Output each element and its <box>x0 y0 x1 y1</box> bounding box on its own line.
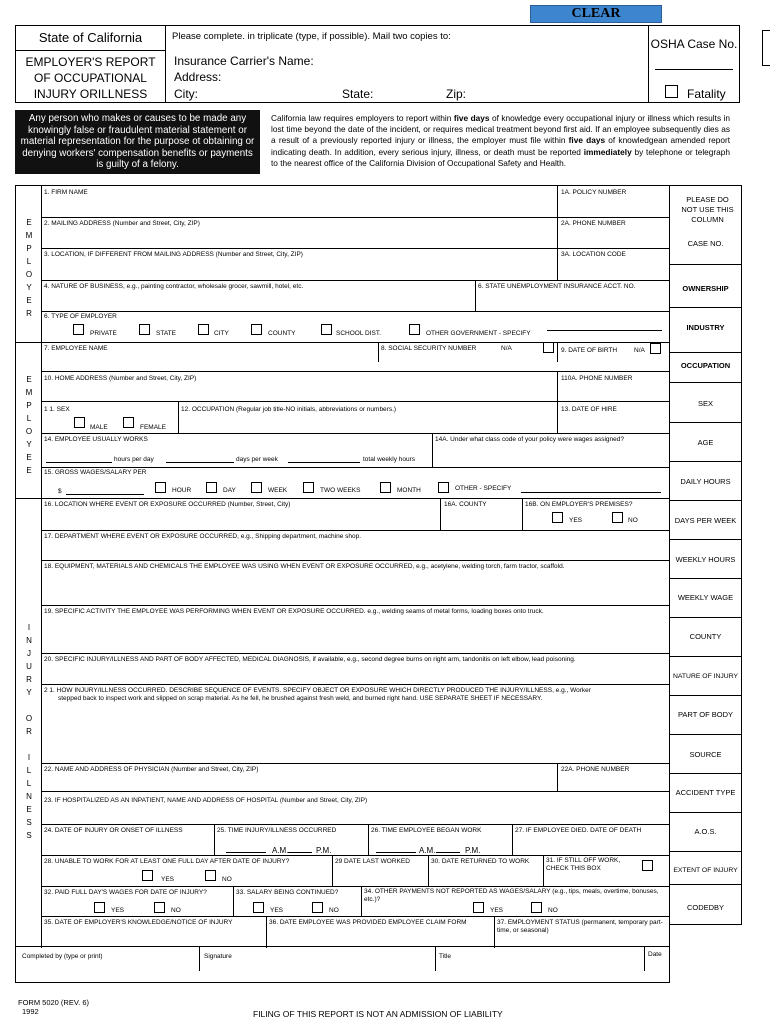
still-off-work-label: 31. IF STILL OFF WORK, CHECK THIS BOX <box>546 857 621 872</box>
other-government-checkbox[interactable] <box>409 324 420 335</box>
osha-case-input[interactable] <box>655 69 733 70</box>
extent-of-injury-label: EXTENT OF INJURY <box>673 867 738 874</box>
employee-name-label[interactable]: 7. EMPLOYEE NAME <box>44 345 108 352</box>
claim-form-date-label[interactable]: 36. DATE EMPLOYEE WAS PROVIDED EMPLOYEE CLAIM FORM <box>269 919 467 926</box>
mailing-address-label[interactable]: 2. MAILING ADDRESS (Number and Street, City, ZIP) <box>44 220 200 227</box>
paid-no-label: NO <box>171 907 181 914</box>
sex-label: 1 1. SEX <box>44 406 70 413</box>
zip-field[interactable]: Zip: <box>446 87 467 101</box>
state-checkbox[interactable] <box>139 324 150 335</box>
salary-no-checkbox[interactable] <box>312 902 323 913</box>
state-label: State of California <box>38 30 143 45</box>
carrier-name-field[interactable]: Insurance Carrier's Name: <box>174 54 314 68</box>
osha-case-label: OSHA Case No. <box>650 37 738 51</box>
time-began-am[interactable]: A.M. <box>419 846 436 855</box>
salary-yes-checkbox[interactable] <box>253 902 264 913</box>
private-label: PRIVATE <box>90 330 117 337</box>
salary-continued-label: 33. SALARY BEING CONTINUED? <box>236 889 339 896</box>
occupation-code-label: OCCUPATION <box>680 361 731 370</box>
state-field[interactable]: State: <box>342 87 374 101</box>
carrier-block <box>166 25 648 103</box>
employment-status-label[interactable]: 37. EMPLOYMENT STATUS (permanent, temporary part-time, or seasonal) <box>497 919 663 934</box>
form-year: 1992 <box>22 1007 39 1016</box>
employer-knowledge-label[interactable]: 35. DATE OF EMPLOYER'S KNOWLEDGE/NOTICE OF INJURY <box>44 919 233 926</box>
law-notice: California law requires employers to report within five days of knowledge every occupational injury or illness which results in lost time beyond the date of the incident, or requires medical treatment beyond first aid. If an employee subsequently dies as a result of a previously reported injury or illness, the employer must file within five days of knowledgean amended report indicating death. In addition, every serious injury, illness, or death must be reported immediately by telephone or telegraph to the nearest office of the California Division of Occupational Safety and Health. <box>271 113 731 168</box>
ssn-na-label: N/A <box>501 345 512 352</box>
county-field-label[interactable]: 16A. COUNTY <box>444 501 487 508</box>
state-label: STATE <box>156 330 176 337</box>
dob-na-checkbox[interactable] <box>650 343 661 354</box>
time-occurred-input[interactable] <box>226 852 266 853</box>
school-district-checkbox[interactable] <box>321 324 332 335</box>
time-began-input[interactable] <box>376 852 416 853</box>
phone-number-label[interactable]: 2A. PHONE NUMBER <box>561 220 626 227</box>
time-occurred-label: 25. TIME INJURY/ILLNESS OCCURRED <box>217 827 337 834</box>
premises-no-checkbox[interactable] <box>612 512 623 523</box>
still-off-work-checkbox[interactable] <box>642 860 653 871</box>
how-occurred-label-2: stepped back to inspect work and slipped on scrap material. As he fell, he brushed against fresh weld, and burned right hand. USE SEPARATE SHEET IF NECESSARY. <box>58 695 543 702</box>
school-district-label: SCHOOL DIST. <box>336 330 381 337</box>
salary-yes-label: YES <box>270 907 284 914</box>
hours-per-day-input[interactable] <box>46 462 112 463</box>
how-occurred-label-1[interactable]: 2 1. HOW INJURY/ILLNESS OCCURRED. DESCRIBE SEQUENCE OF EVENTS. SPECIFY OBJECT OR EXPOSURE WHICH DIRECTLY PRODUCED THE INJURY/ILLNESS, e.g., Worker <box>44 687 591 694</box>
male-checkbox[interactable] <box>74 417 85 428</box>
unable-no-label: NO <box>222 876 232 883</box>
two-weeks-checkbox[interactable] <box>303 482 314 493</box>
daily-hours-label: DAILY HOURS <box>680 477 731 486</box>
ssn-na-checkbox[interactable] <box>543 342 554 353</box>
specific-injury-label[interactable]: 20. SPECIFIC INJURY/ILLNESS AND PART OF BODY AFFECTED, MEDICAL DIAGNOSIS, if available, e.g., second degree burns on right arm, tandonitis on left elbow, lead poisoning. <box>44 656 576 663</box>
policy-number-label[interactable]: 1A. POLICY NUMBER <box>561 189 627 196</box>
unemployment-acct-label[interactable]: 6. STATE UNEMPLOYMENT INSURANCE ACCT. NO. <box>478 283 636 290</box>
female-label: FEMALE <box>140 424 167 431</box>
wage-amount-input[interactable] <box>66 494 144 495</box>
date-of-hire-label[interactable]: 13. DATE OF HIRE <box>561 406 617 413</box>
title-block <box>15 25 166 103</box>
unable-no-checkbox[interactable] <box>205 870 216 881</box>
completed-by-row <box>15 947 670 983</box>
premises-yes-checkbox[interactable] <box>552 512 563 523</box>
payments-yes-label: YES <box>490 907 504 914</box>
signature-label[interactable]: Signature <box>204 953 232 960</box>
other-government-label: OTHER GOVERNMENT - SPECIFY <box>426 330 531 337</box>
other-period-checkbox[interactable] <box>438 482 449 493</box>
nature-of-injury-label: NATURE OF INJURY <box>672 673 739 680</box>
coded-by-label: CODEDBY <box>686 903 725 912</box>
time-began-work-label: 26. TIME EMPLOYEE BEGAN WORK <box>371 827 482 834</box>
paid-no-checkbox[interactable] <box>154 902 165 913</box>
time-began-pm[interactable]: P.M. <box>465 846 481 855</box>
payments-no-checkbox[interactable] <box>531 902 542 913</box>
physician-phone-label[interactable]: 22A. PHONE NUMBER <box>561 766 630 773</box>
date-field-label[interactable]: Date <box>648 951 662 958</box>
total-weekly-hours-label: total weekly hours <box>363 456 416 463</box>
osha-block <box>648 25 740 103</box>
main-form <box>15 185 670 947</box>
date-returned-label[interactable]: 30. DATE RETURNED TO WORK <box>431 858 530 865</box>
time-began-pm-line <box>436 852 460 853</box>
side-employee: E M P L O Y E E <box>25 375 33 475</box>
nature-of-business-label[interactable]: 4. NATURE OF BUSINESS, e.g., painting contractor, wholesale grocer, sawmill, hotel, etc. <box>44 283 304 290</box>
form-number: FORM 5020 (REV. 6) <box>18 998 89 1007</box>
private-checkbox[interactable] <box>73 324 84 335</box>
hour-checkbox[interactable] <box>155 482 166 493</box>
department-label[interactable]: 17. DEPARTMENT WHERE EVENT OR EXPOSURE OCCURRED, e.g., Shipping department, machine shop. <box>44 533 362 540</box>
paid-full-day-label: 32. PAID FULL DAY'S WAGES FOR DATE OF INJURY? <box>44 889 207 896</box>
total-weekly-hours-input[interactable] <box>288 462 360 463</box>
weekly-hours-label: WEEKLY HOURS <box>675 555 736 564</box>
equipment-label[interactable]: 18. EQUIPMENT, MATERIALS AND CHEMICALS THE EMPLOYEE WAS USING WHEN EVENT OR EXPOSURE OCCURRED, e.g., acetylene, welding torch, farm tractor, scaffold. <box>44 563 565 570</box>
part-of-body-label: PART OF BODY <box>677 710 733 719</box>
physician-label[interactable]: 22. NAME AND ADDRESS OF PHYSICIAN (Number and Street, City, ZIP) <box>44 766 259 773</box>
side-employer: E M P L O Y E R <box>25 218 33 318</box>
side-injury: I N J U R Y O R I L L N E S S <box>25 623 33 840</box>
occupation-label[interactable]: 12. OCCUPATION (Regular job title-NO initials, abbreviations or numbers.) <box>181 406 397 413</box>
salary-no-label: NO <box>329 907 339 914</box>
office-use-column <box>670 185 742 885</box>
paid-yes-label: YES <box>111 907 125 914</box>
county-checkbox[interactable] <box>251 324 262 335</box>
other-government-input[interactable] <box>547 330 662 331</box>
hour-label: HOUR <box>172 487 192 494</box>
ssn-label[interactable]: 8. SOCIAL SECURITY NUMBER <box>381 345 477 352</box>
industry-label: INDUSTRY <box>686 323 725 332</box>
days-per-week-input[interactable] <box>166 462 234 463</box>
days-per-week-code-label: DAYS PER WEEK <box>674 516 737 525</box>
title-line-2: OF OCCUPATIONAL <box>34 71 147 85</box>
firm-name-label[interactable]: 1. FIRM NAME <box>44 189 88 196</box>
do-not-use-label: PLEASE DO NOT USE THIS COLUMN <box>681 195 734 224</box>
week-checkbox[interactable] <box>251 482 262 493</box>
time-occurred-pm[interactable]: P.M. <box>316 846 332 855</box>
dob-label[interactable]: 9. DATE OF BIRTH <box>561 347 618 354</box>
two-weeks-label: TWO WEEKS <box>320 487 361 494</box>
male-label: MALE <box>90 424 108 431</box>
other-payments-label: 34. OTHER PAYMENTS NOT REPORTED AS WAGES/SALARY (e.g., tips, meals, overtime, bonuses, etc.)? <box>364 888 659 903</box>
city-checkbox[interactable] <box>198 324 209 335</box>
city-field[interactable]: City: <box>174 87 198 101</box>
title-field-label[interactable]: Title <box>439 953 452 960</box>
date-of-death-label[interactable]: 27. IF EMPLOYEE DIED. DATE OF DEATH <box>515 827 642 834</box>
usually-works-label: 14. EMPLOYEE USUALLY WORKS <box>44 436 148 443</box>
specific-activity-label[interactable]: 19. SPECIFIC ACTIVITY THE EMPLOYEE WAS PERFORMING WHEN EVENT OR EXPOSURE OCCURRED. e.g., welding seams of metal forms, loading boxes onto truck. <box>44 608 544 615</box>
gross-wages-label: 15. GROSS WAGES/SALARY PER <box>44 469 147 476</box>
date-last-worked-label[interactable]: 29 DATE LAST WORKED <box>335 858 410 865</box>
dollar-sign: $ <box>58 488 62 495</box>
days-per-week-label: days per week <box>236 456 278 463</box>
weekly-wage-label: WEEKLY WAGE <box>677 593 734 602</box>
aos-label: A.O.S. <box>694 827 717 836</box>
case-no-label: CASE NO. <box>687 239 724 248</box>
day-label: DAY <box>223 487 236 494</box>
home-phone-label[interactable]: 110A. PHONE NUMBER <box>561 375 633 382</box>
other-period-label: OTHER - SPECIFY <box>455 485 512 492</box>
date-of-injury-label[interactable]: 24. DATE OF INJURY OR ONSET OF ILLNESS <box>44 827 183 834</box>
home-address-label[interactable]: 10. HOME ADDRESS (Number and Street, City, ZIP) <box>44 375 197 382</box>
location-code-label[interactable]: 3A. LOCATION CODE <box>561 251 626 258</box>
unable-yes-checkbox[interactable] <box>142 870 153 881</box>
title-line-3: INJURY ORILLNESS <box>33 87 148 101</box>
event-location-label[interactable]: 16. LOCATION WHERE EVENT OR EXPOSURE OCCURRED (Number, Street, City) <box>44 501 291 508</box>
sex-code-label: SEX <box>697 399 713 408</box>
type-of-employer-label: 6. TYPE OF EMPLOYER <box>44 313 117 320</box>
week-label: WEEK <box>268 487 288 494</box>
address-field[interactable]: Address: <box>174 70 222 84</box>
payments-yes-checkbox[interactable] <box>473 902 484 913</box>
source-label: SOURCE <box>689 750 722 759</box>
unable-to-work-label: 28. UNABLE TO WORK FOR AT LEAST ONE FULL DAY AFTER DATE OF INJURY? <box>44 858 290 865</box>
coded-by-box <box>670 885 742 925</box>
month-checkbox[interactable] <box>380 482 391 493</box>
fatality-label: Fatality <box>687 87 726 101</box>
completed-by-label[interactable]: Completed by (type or print) <box>22 953 103 960</box>
county-label: COUNTY <box>268 330 296 337</box>
hours-per-day-label: hours per day <box>114 456 154 463</box>
other-period-input[interactable] <box>521 492 661 493</box>
month-label: MONTH <box>397 487 421 494</box>
time-occurred-am[interactable]: A.M. <box>272 846 289 855</box>
title-line-1: EMPLOYER'S REPORT <box>25 55 156 69</box>
age-code-label: AGE <box>697 438 714 447</box>
hospital-label[interactable]: 23. IF HOSPITALIZED AS AN INPATIENT, NAME AND ADDRESS OF HOSPITAL (Number and Street, City, ZIP) <box>44 797 368 804</box>
premises-label: 16B. ON EMPLOYER'S PREMISES? <box>525 501 633 508</box>
clear-button[interactable]: CLEAR <box>530 5 662 23</box>
class-code-label[interactable]: 14A. Under what class code of your policy were wages assigned? <box>435 436 624 443</box>
day-checkbox[interactable] <box>206 482 217 493</box>
liability-notice: FILING OF THIS REPORT IS NOT AN ADMISSION OF LIABILITY <box>253 1009 503 1019</box>
unable-yes-label: YES <box>161 876 175 883</box>
county-code-label: COUNTY <box>689 632 722 641</box>
time-occurred-pm-line <box>288 852 312 853</box>
dob-na-label: N/A <box>634 347 645 354</box>
premises-no-label: NO <box>628 517 638 524</box>
instruction-text: Please complete. in triplicate (type, if possible). Mail two copies to: <box>172 31 451 42</box>
accident-type-label: ACCIDENT TYPE <box>675 788 736 797</box>
location-label[interactable]: 3. LOCATION, IF DIFFERENT FROM MAILING ADDRESS (Number and Street, City, ZIP) <box>44 251 303 258</box>
premises-yes-label: YES <box>569 517 583 524</box>
female-checkbox[interactable] <box>123 417 134 428</box>
felony-warning: Any person who makes or causes to be made any knowingly false or fraudulent material statement or material representation for the purpose ot obtaining or denying workers' compensation benefits or payments is guilty of a felony. <box>15 110 260 174</box>
city-label: CITY <box>214 330 229 337</box>
ownership-label: OWNERSHIP <box>682 284 729 293</box>
margin-mark <box>762 30 770 66</box>
payments-no-label: NO <box>548 907 558 914</box>
paid-yes-checkbox[interactable] <box>94 902 105 913</box>
fatality-checkbox[interactable] <box>665 85 678 98</box>
